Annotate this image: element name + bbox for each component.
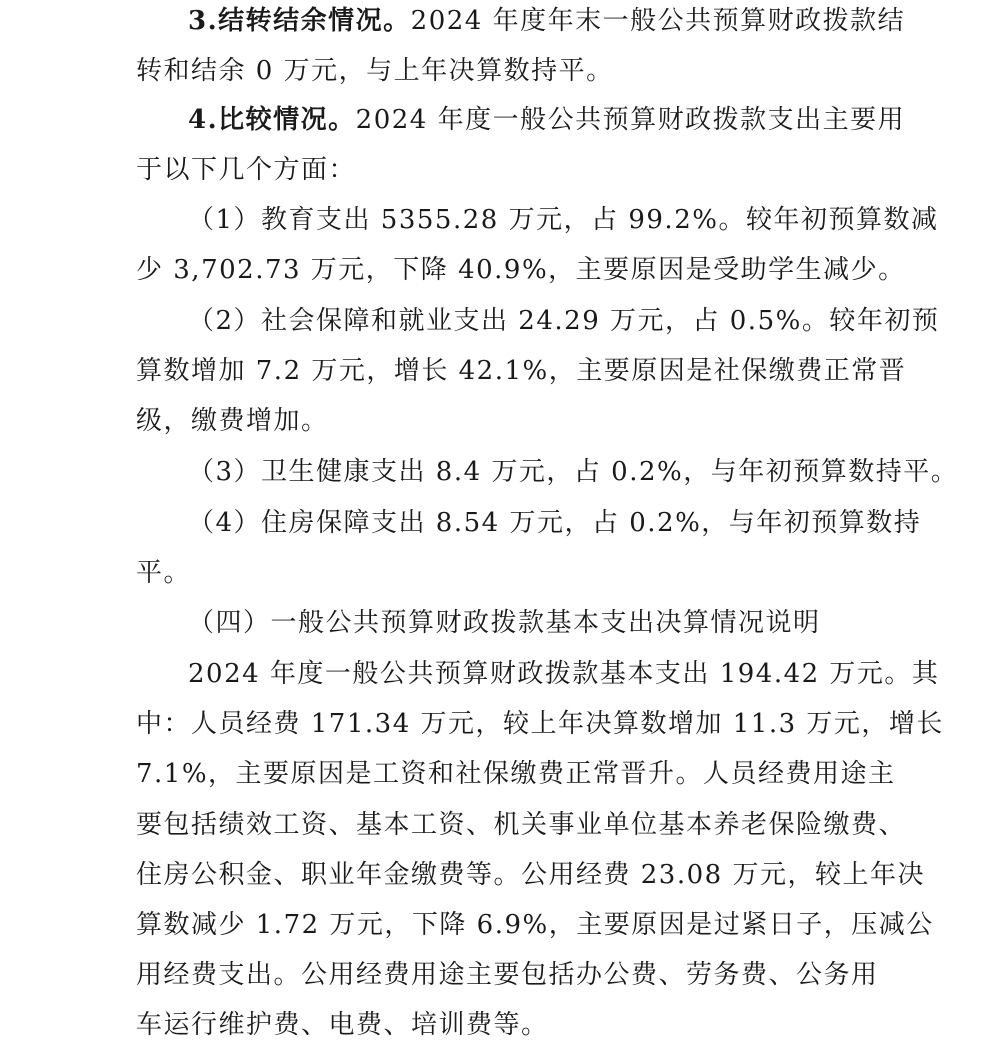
item-housing-line-1: （4）住房保障支出 8.54 万元，占 0.2%，与年初预算数持 bbox=[188, 508, 922, 538]
item-social-security-line-1: （2）社会保障和就业支出 24.29 万元，占 0.5%。较年初预 bbox=[188, 306, 940, 336]
item-health-line-1: （3）卫生健康支出 8.4 万元，占 0.2%，与年初预算数持平。 bbox=[188, 457, 959, 487]
paragraph-basic-expenditure-line-7: 用经费支出。公用经费用途主要包括办公费、劳务费、公务用 bbox=[136, 960, 879, 990]
paragraph-basic-expenditure-line-6: 算数减少 1.72 万元，下降 6.9%，主要原因是过紧日子，压减公 bbox=[136, 910, 934, 940]
paragraph-basic-expenditure-line-5: 住房公积金、职业年金缴费等。公用经费 23.08 万元，较上年决 bbox=[136, 860, 925, 890]
paragraph-carryover-line-2: 转和结余 0 万元，与上年决算数持平。 bbox=[136, 56, 614, 86]
heading-carryover: 3.结转结余情况。 bbox=[188, 6, 411, 36]
paragraph-basic-expenditure-line-8: 车运行维护费、电费、培训费等。 bbox=[136, 1010, 549, 1040]
item-social-security-line-3: 级，缴费增加。 bbox=[136, 406, 329, 436]
paragraph-basic-expenditure-line-2: 中：人员经费 171.34 万元，较上年决算数增加 11.3 万元，增长 bbox=[136, 709, 944, 739]
paragraph-basic-expenditure-line-3: 7.1%，主要原因是工资和社保缴费正常晋升。人员经费用途主 bbox=[136, 759, 896, 789]
section-title-basic-expenditure: （四）一般公共预算财政拨款基本支出决算情况说明 bbox=[188, 608, 821, 638]
paragraph-comparison-line-2: 于以下几个方面： bbox=[136, 155, 357, 185]
paragraph-comparison-line-1 bbox=[188, 105, 905, 135]
paragraph-basic-expenditure-line-4: 要包括绩效工资、基本工资、机关事业单位基本养老保险缴费、 bbox=[136, 810, 907, 840]
item-housing-line-2: 平。 bbox=[136, 558, 192, 588]
heading-comparison: 4.比较情况。 bbox=[188, 105, 356, 135]
item-education-line-2: 少 3,702.73 万元，下降 40.9%，主要原因是受助学生减少。 bbox=[136, 255, 906, 285]
text-carryover-1: 2024 年度年末一般公共预算财政拨款结 bbox=[410, 6, 906, 36]
paragraph-carryover-line-1 bbox=[188, 6, 905, 36]
item-education-line-1: （1）教育支出 5355.28 万元，占 99.2%。较年初预算数减 bbox=[188, 205, 939, 235]
paragraph-basic-expenditure-line-1: 2024 年度一般公共预算财政拨款基本支出 194.42 万元。其 bbox=[188, 659, 940, 689]
text-comparison-1: 2024 年度一般公共预算财政拨款支出主要用 bbox=[355, 105, 906, 135]
item-social-security-line-2: 算数增加 7.2 万元，增长 42.1%，主要原因是社保缴费正常晋 bbox=[136, 356, 907, 386]
